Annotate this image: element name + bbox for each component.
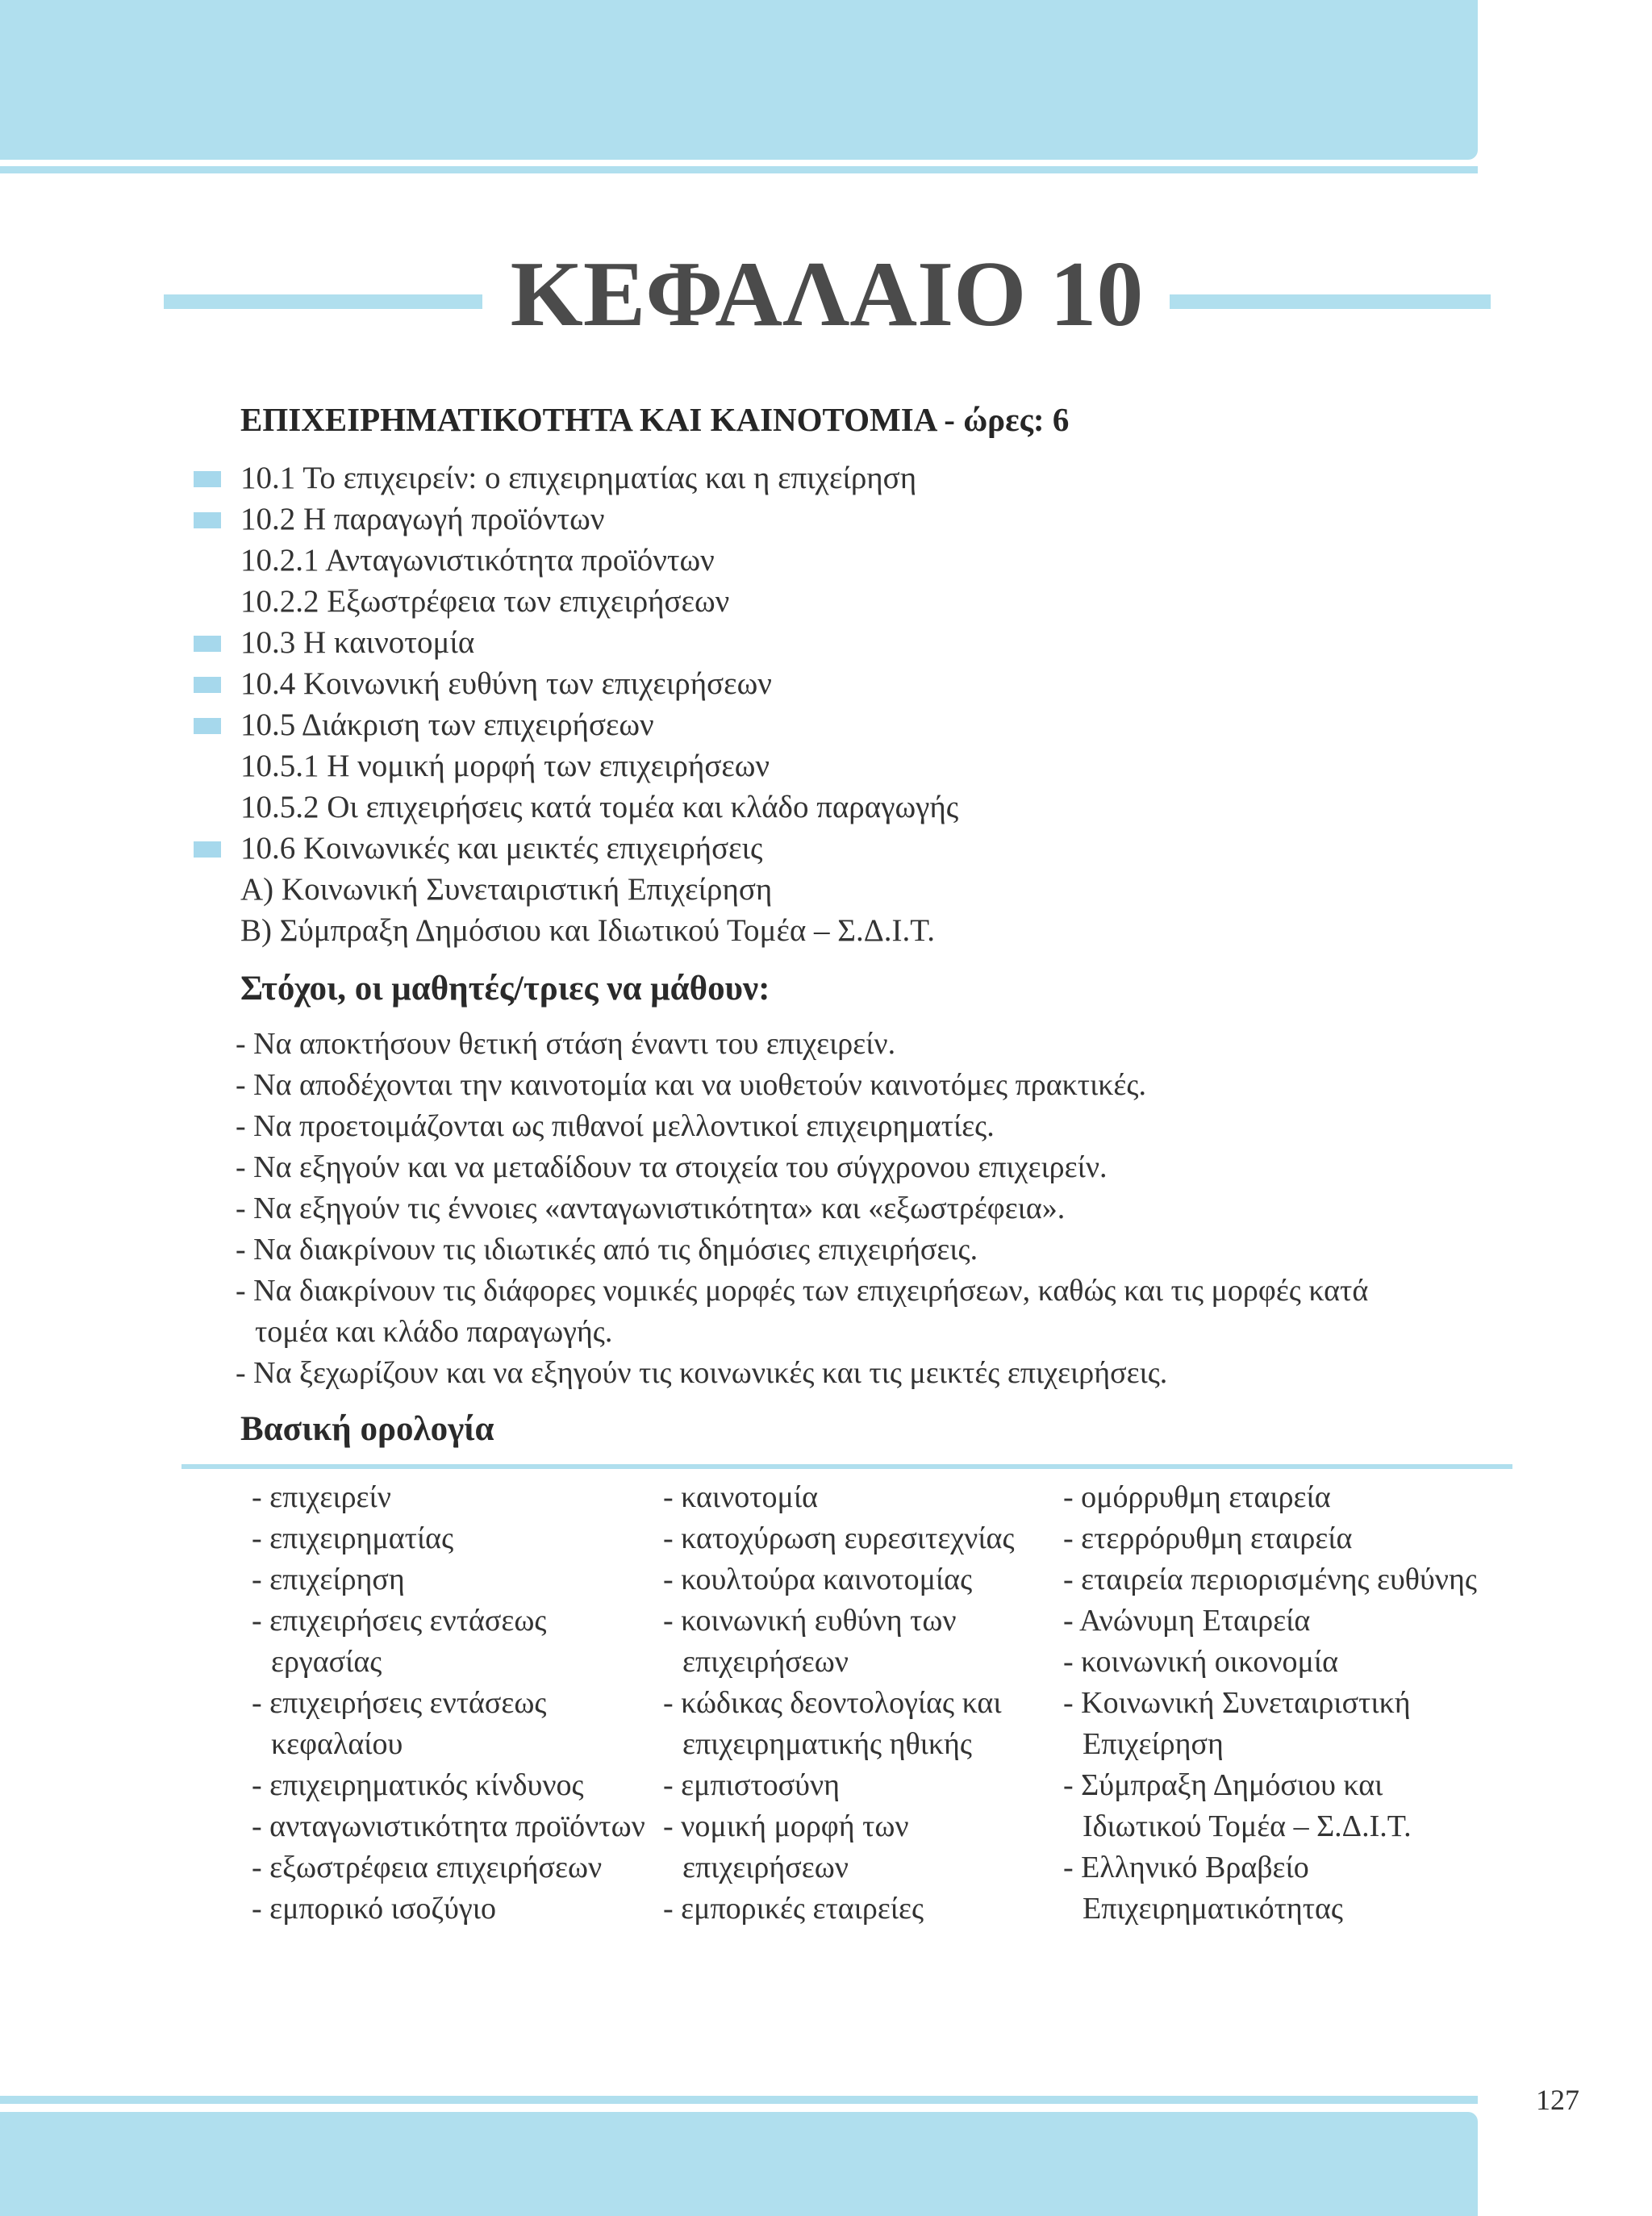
term-item: - Ανώνυμη Εταιρεία <box>1063 1604 1311 1638</box>
goal-item: - Να προετοιμάζονται ως πιθανοί μελλοντικοί επιχειρηματίες. <box>236 1109 995 1143</box>
term-item: - επιχειρηματικός κίνδυνος <box>252 1768 584 1802</box>
toc-item: 10.5.2 Οι επιχειρήσεις κατά τομέα και κλάδο παραγωγής <box>240 790 959 824</box>
toc-item: Α) Κοινωνική Συνεταιριστική Επιχείρηση <box>240 872 773 907</box>
term-item: - ομόρρυθμη εταιρεία <box>1063 1480 1331 1514</box>
term-item: - εμπορικό ισοζύγιο <box>252 1892 496 1926</box>
square-bullet-icon <box>194 718 221 734</box>
toc-item: 10.6 Κοινωνικές και μεικτές επιχειρήσεις <box>240 828 958 869</box>
term-item: - εμπιστοσύνη <box>663 1768 841 1802</box>
chapter-title-rule-left <box>164 294 482 309</box>
term-item: - επιχειρείν <box>252 1480 391 1514</box>
terminology-rule <box>181 1464 1512 1469</box>
term-item: - ετερρόρυθμη εταιρεία <box>1063 1521 1353 1555</box>
toc-item: 10.2.2 Εξωστρέφεια των επιχειρήσεων <box>240 584 730 619</box>
toc-item: 10.2 Η παραγωγή προϊόντων <box>240 499 958 540</box>
toc-item: Β) Σύμπραξη Δημόσιου και Ιδιωτικού Τομέα – Σ.Δ.Ι.Τ. <box>240 913 935 948</box>
term-item: - κοινωνική ευθύνη των επιχειρήσεων <box>663 1604 957 1679</box>
term-item: - επιχειρήσεις εντάσεως κεφαλαίου <box>252 1686 547 1761</box>
goal-item-continuation: τομέα και κλάδο παραγωγής. <box>255 1315 613 1349</box>
header-band <box>0 0 1478 160</box>
term-item: - κουλτούρα καινοτομίας <box>663 1563 973 1596</box>
chapter-title-rule-right <box>1170 294 1491 309</box>
goal-item: - Να διακρίνουν τις ιδιωτικές από τις δημόσιες επιχειρήσεις. <box>236 1233 978 1267</box>
terminology-column-1 <box>252 1477 655 1930</box>
square-bullet-icon <box>194 512 221 528</box>
goals-list <box>236 1024 1494 1394</box>
square-bullet-icon <box>194 471 221 487</box>
terminology-column-3 <box>1063 1477 1483 1930</box>
toc-item: 10.3 Η καινοτομία <box>240 622 958 663</box>
toc-item: 10.1 Το επιχειρείν: ο επιχειρηματίας και η επιχείρηση <box>240 457 958 499</box>
toc-item: 10.4 Κοινωνική ευθύνη των επιχειρήσεων <box>240 663 958 704</box>
table-of-contents <box>240 457 958 951</box>
goal-item: - Να εξηγούν τις έννοιες «ανταγωνιστικότητα» και «εξωστρέφεια». <box>236 1191 1066 1225</box>
footer-rule <box>0 2096 1478 2104</box>
square-bullet-icon <box>194 841 221 858</box>
term-item: - κώδικας δεοντολογίας και επιχειρηματικής ηθικής <box>663 1686 1002 1761</box>
toc-item: 10.2.1 Ανταγωνιστικότητα προϊόντων <box>240 543 715 578</box>
header-rule <box>0 166 1478 173</box>
chapter-title: ΚΕΦΑΛΑΙΟ 10 <box>510 243 1144 346</box>
goal-item: - Να αποδέχονται την καινοτομία και να υιοθετούν καινοτόμες πρακτικές. <box>236 1068 1146 1102</box>
chapter-subtitle: ΕΠΙΧΕΙΡΗΜΑΤΙΚΟΤΗΤΑ ΚΑΙ ΚΑΙΝΟΤΟΜΙΑ - ώρες: 6 <box>240 401 1070 438</box>
square-bullet-icon <box>194 636 221 652</box>
goal-item: - Να αποκτήσουν θετική στάση έναντι του επιχειρείν. <box>236 1027 896 1061</box>
page-number: 127 <box>1536 2084 1579 2116</box>
footer-band <box>0 2112 1478 2216</box>
term-item: - επιχειρήσεις εντάσεως εργασίας <box>252 1604 547 1679</box>
toc-item: 10.5 Διάκριση των επιχειρήσεων <box>240 704 958 745</box>
goal-item: - Να εξηγούν και να μεταδίδουν τα στοιχεία του σύγχρονου επιχειρείν. <box>236 1150 1108 1184</box>
terminology-heading: Βασική ορολογία <box>240 1410 494 1448</box>
term-item: - νομική μορφή των επιχειρήσεων <box>663 1809 909 1884</box>
goal-item: - Να διακρίνουν τις διάφορες νομικές μορφές των επιχειρήσεων, καθώς και τις μορφές κατά τομέα και κλάδο παραγωγής. <box>236 1271 1494 1353</box>
term-item: - εξωστρέφεια επιχειρήσεων <box>252 1851 603 1884</box>
toc-item: 10.5.1 Η νομική μορφή των επιχειρήσεων <box>240 749 770 783</box>
term-item: - εμπορικές εταιρείες <box>663 1892 924 1926</box>
term-item: - επιχειρηματίας <box>252 1521 454 1555</box>
term-item: - επιχείρηση <box>252 1563 405 1596</box>
term-item: - Ελληνικό Βραβείο Επιχειρηματικότητας <box>1063 1851 1343 1926</box>
square-bullet-icon <box>194 677 221 693</box>
term-item: - κοινωνική οικονομία <box>1063 1645 1339 1679</box>
goals-heading: Στόχοι, οι μαθητές/τριες να μάθουν: <box>240 970 770 1008</box>
term-item: - καινοτομία <box>663 1480 819 1514</box>
goal-item: - Να ξεχωρίζουν και να εξηγούν τις κοινωνικές και τις μεικτές επιχειρήσεις. <box>236 1356 1168 1390</box>
terminology-column-2 <box>663 1477 1042 1930</box>
term-item: - κατοχύρωση ευρεσιτεχνίας <box>663 1521 1015 1555</box>
term-item: - εταιρεία περιορισμένης ευθύνης <box>1063 1563 1477 1596</box>
term-item: - ανταγωνιστικότητα προϊόντων <box>252 1809 645 1843</box>
term-item: - Σύμπραξη Δημόσιου και Ιδιωτικού Τομέα – Σ.Δ.Ι.Τ. <box>1063 1768 1412 1843</box>
term-item: - Κοινωνική Συνεταιριστική Επιχείρηση <box>1063 1686 1411 1761</box>
